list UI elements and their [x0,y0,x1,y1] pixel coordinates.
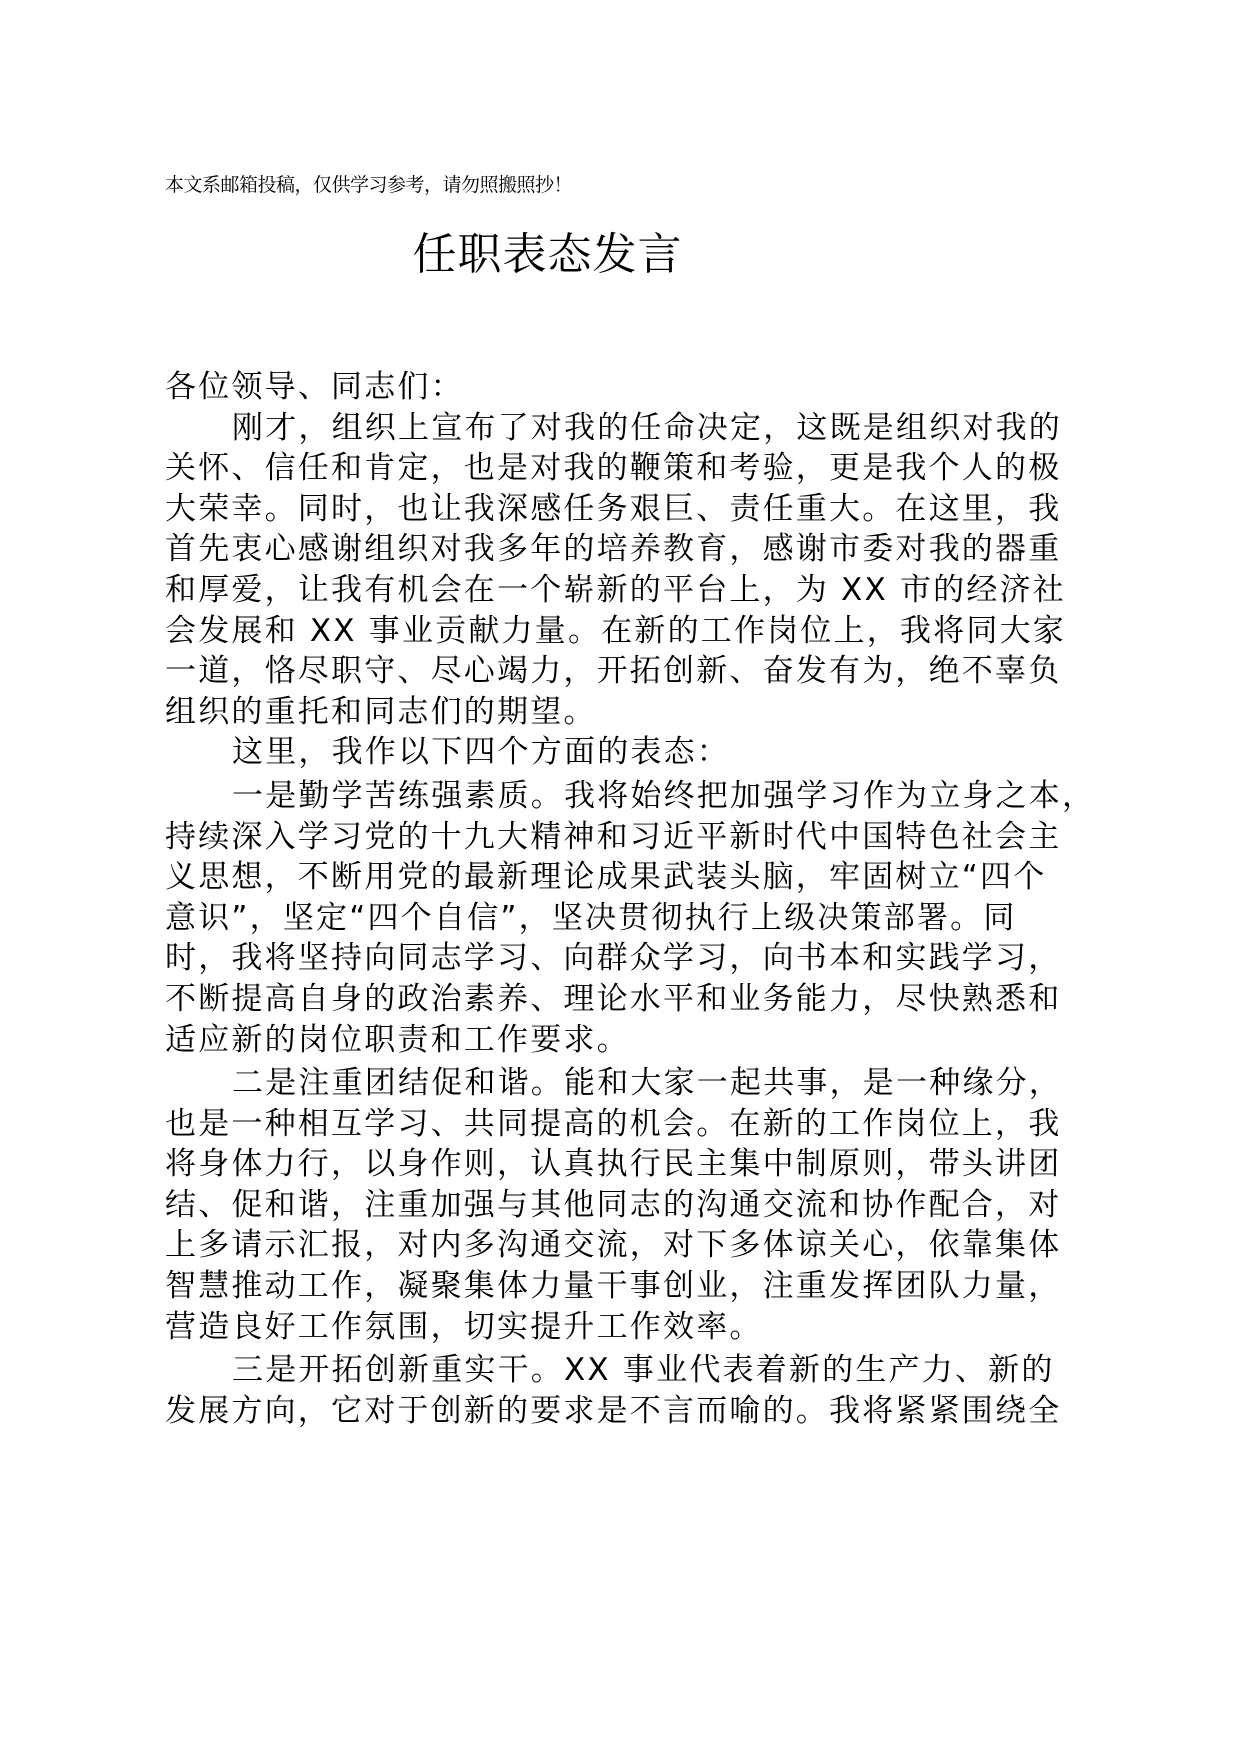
text-line: 组织的重托和同志们的期望。 [165,693,597,730]
text-line: 三是开拓创新重实干。XX 事业代表着新的生产力、新的 [232,1352,1055,1389]
text-line: 将身体力行，以身作则，认真执行民主集中制原则，带头讲团 [165,1146,1062,1183]
text-line: 营造良好工作氛围，切实提升工作效率。 [165,1308,763,1345]
text-line: 义思想，不断用党的最新理论成果武装头脑，牢固树立“四个 [165,859,1047,896]
header-note: 本文系邮箱投稿，仅供学习参考，请勿照搬照抄！ [165,174,573,196]
text-line: 持续深入学习党的十九大精神和习近平新时代中国特色社会主 [165,818,1062,855]
text-line: 上多请示汇报，对内多沟通交流，对下多体谅关心，依靠集体 [165,1227,1062,1264]
text-line: 意识”，坚定“四个自信”，坚决贯彻执行上级决策部署。同 [165,899,1017,936]
page-title: 任职表态发言 [412,229,683,280]
text-line: 各位领导、同志们： [165,369,464,405]
text-line: 一道，恪尽职守、尽心竭力，开拓创新、奋发有为，绝不辜负 [165,653,1062,690]
text-line: 大荣幸。同时，也让我深感任务艰巨、责任重大。在这里，我 [165,490,1062,527]
text-line: 智慧推动工作，凝聚集体力量干事创业，注重发挥团队力量， [165,1268,1062,1305]
text-line: 结、促和谐，注重加强与其他同志的沟通交流和协作配合，对 [165,1186,1062,1223]
text-line: 发展方向，它对于创新的要求是不言而喻的。我将紧紧围绕全 [165,1392,1062,1429]
text-line: 这里，我作以下四个方面的表态： [232,734,730,771]
text-line: 时，我将坚持向同志学习、向群众学习，向书本和实践学习， [165,940,1062,977]
text-line: 和厚爱，让我有机会在一个崭新的平台上，为 XX 市的经济社 [165,571,1066,608]
text-line: 适应新的岗位职责和工作要求。 [165,1021,630,1058]
text-line: 会发展和 XX 事业贡献力量。在新的工作岗位上，我将同大家 [165,612,1066,649]
text-line: 刚才，组织上宣布了对我的任命决定，这既是组织对我的 [232,409,1062,446]
text-line: 首先衷心感谢组织对我多年的培养教育，感谢市委对我的器重 [165,531,1062,568]
text-line: 不断提高自身的政治素养、理论水平和业务能力，尽快熟悉和 [165,980,1062,1017]
document-body [165,367,1096,1431]
text-line: 二是注重团结促和谐。能和大家一起共事，是一种缘分， [232,1065,1062,1102]
text-line: 也是一种相互学习、共同提高的机会。在新的工作岗位上，我 [165,1105,1062,1142]
text-line: 一是勤学苦练强素质。我将始终把加强学习作为立身之本， [232,777,1096,814]
text-line: 关怀、信任和肯定，也是对我的鞭策和考验，更是我个人的极 [165,450,1062,487]
